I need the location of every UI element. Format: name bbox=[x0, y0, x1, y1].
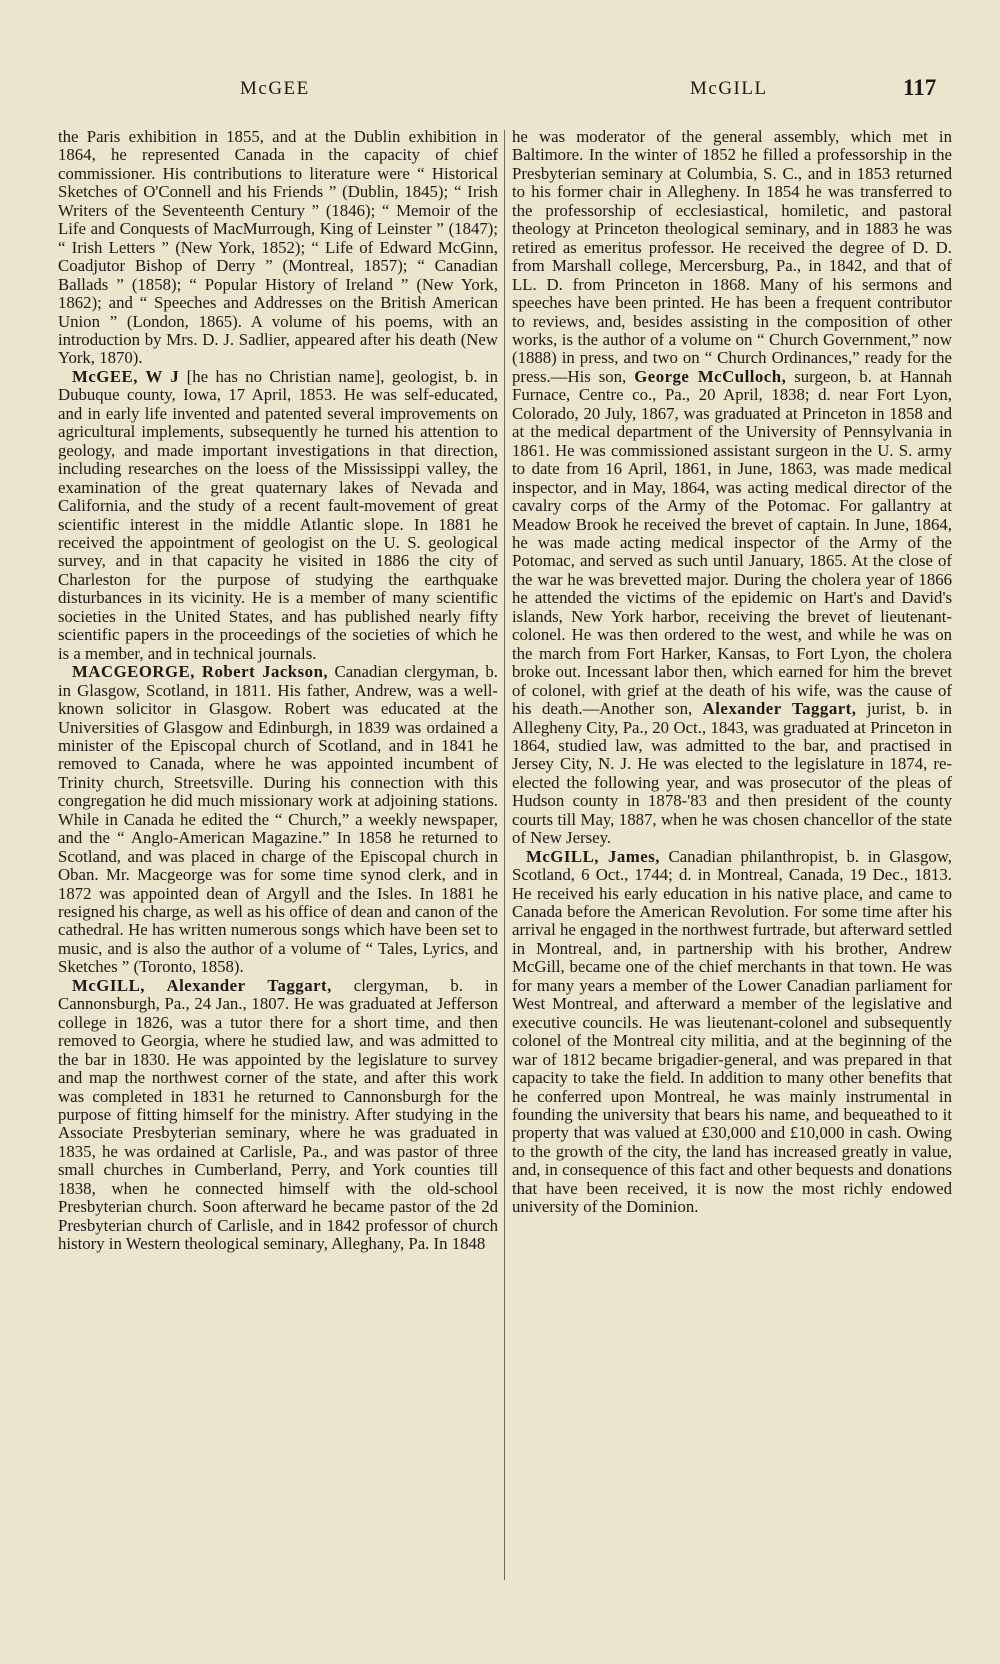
entry-text: surgeon, b. at Hannah Furnace, Centre co., Pa., 20 April, 1838; d. near Fort Lyon, Colorado, 20 July, 1867, was graduated at Princeton in 1858 and at the medical department of the University of Pennsylvania in 1861. He was commissioned assistant surgeon in the U. S. army to date from 16 April, 1861, in June, 1863, was made medical inspector, and in May, 1864, was acting medical director of the cavalry corps of the Army of the Potomac. For gallantry at Meadow Brook he received the brevet of captain. In June, 1864, he was made acting medical inspector of the Army of the Potomac, and served as such until January, 1865. At the close of the war he was brevetted major. During the cholera year of 1866 he attended the victims of the epidemic on Hart's and David's islands, New York harbor, receiving the brevet of lieutenant-colonel. He was then ordered to the west, and while he was on the march from Fort Harker, Kansas, to Fort Lyon, the cholera broke out. Incessant labor then, which earned for him the brevet of colonel, with grief at the death of his wife, was the cause of his death.—Another son, bbox=[512, 366, 953, 719]
entry-mcgill-alexander bbox=[58, 977, 498, 1254]
entry-text: Canadian philanthropist, b. in Glasgow, Scotland, 6 Oct., 1744; d. in Montreal, Canada, 19 Dec., 1813. He received his early education in his native place, and came to Canada before the American Revolution. For some time after his arrival he engaged in the northwest furtrade, but afterward settled in Montreal, and, in partnership with his brother, Andrew McGill, became one of the chief merchants in that town. He was for many years a member of the Lower Canadian parliament for West Montreal, and afterward a member of the legislative and executive councils. He was lieutenant-colonel and subsequently colonel of the Montreal city militia, and at the beginning of the war of 1812 became brigadier-general, and was prepared in that capacity to take the field. In addition to many other benefits that he conferred upon Montreal, he was mainly instrumental in founding the university that bears his name, and bequeathed to it property that was valued at £30,000 and £10,000 in cash. Owing to the growth of the city, the land has increased greatly in value, and, in consequence of this fact and other bequests and donations that have been received, it is now the most richly endowed university of the Dominion. bbox=[512, 846, 953, 1217]
entry-mcgill-james bbox=[512, 848, 952, 1217]
column-divider bbox=[504, 130, 505, 1580]
entry-macgeorge bbox=[58, 663, 498, 977]
entry-name: Alexander Taggart, bbox=[702, 699, 857, 719]
running-header bbox=[0, 75, 1000, 108]
header-center: McGILL bbox=[690, 78, 768, 99]
entry-text: clergyman, b. in Cannonsburgh, Pa., 24 Jan., 1807. He was graduated at Jefferson college in 1826, was a tutor there for a short time, and then removed to Georgia, where he studied law, and was admitted to the bar in 1830. He was appointed by the legislature to survey and map the northwest corner of the state, and after this work was completed in 1831 he returned to Cannonsburgh for the purpose of fitting himself for the ministry. After studying in the Associate Presbyterian seminary, where he was graduated in 1835, he was ordained at Carlisle, Pa., and was pastor of three small churches in Cumberland, Perry, and York counties till 1838, when he connected himself with the old-school Presbyterian church. Soon afterward he became pastor of the 2d Presbyterian church of Carlisle, and in 1842 professor of church history in Western theological seminary, Alleghany, Pa. In 1848 bbox=[58, 975, 498, 1254]
entry-name: MACGEORGE, Robert Jackson, bbox=[72, 662, 329, 682]
entry-text: he was moderator of the general assembly, which met in Baltimore. In the winter of 1852 he filled a professorship in the Presbyterian seminary at Columbia, S. C., and in 1853 returned to his former chair in Allegheny. In 1854 he was transferred to the professorship of ecclesiastical, homiletic, and pastoral theology at Princeton theological seminary, and in 1883 he was retired as emeritus professor. He received the degree of D. D. from Marshall college, Mercersburg, Pa., in 1842, and that of LL. D. from Princeton in 1868. Many of his sermons and speeches have been printed. He has been a frequent contributor to reviews, and, besides assisting in the composition of other works, is the author of a volume on “ Church Government,” now (1888) in press, and two on “ Church Ordinances,” ready for the press.—His son, bbox=[512, 127, 952, 386]
entry-text: jurist, b. in Allegheny City, Pa., 20 Oct., 1843, was graduated at Princeton in 1864, studied law, was admitted to the bar, and practised in Jersey City, N. J. He was elected to the legislature in 1874, re-elected the following year, and was prosecutor of the pleas of Hudson county in 1878-'83 and then president of the county courts till May, 1887, when he was chosen chancellor of the state of New Jersey. bbox=[512, 699, 953, 848]
entry-text: [he has no Christian name], geologist, b. in Dubuque county, Iowa, 17 April, 1853. He was self-educated, and in early life invented and patented several improvements on agricultural implements, subsequently he turned his attention to geology, and made important investigations in that direction, including researches on the loess of the Mississippi valley, the examination of the great quaternary lakes of Nevada and California, and the study of a recent fault-movement of great scientific interest in the middle Atlantic slope. In 1881 he received the appointment of geologist on the U. S. geological survey, and in that capacity he visited in 1886 the city of Charleston for the purpose of studying the earthquake disturbances in its vicinity. He is a member of many scientific societies in the United States, and has published nearly fifty scientific papers in the proceedings of the societies of which he is a member, and in technical journals. bbox=[58, 366, 498, 663]
entry-text: Canadian clergyman, b. in Glasgow, Scotland, in 1811. His father, Andrew, was a well-known solicitor in Glasgow. Robert was educated at the Universities of Glasgow and Edinburgh, in 1839 was ordained a minister of the Episcopal church of Scotland, and in 1841 he removed to Canada, where he was appointed incumbent of Trinity church, Streetsville. During his connection with this congregation he did much missionary work at adjoining stations. While in Canada he edited the “ Church,” a weekly newspaper, and the “ Anglo-American Magazine.” In 1858 he returned to Scotland, and was placed in charge of the Episcopal church in Oban. Mr. Macgeorge was for some time synod clerk, and in 1872 was appointed dean of Argyll and the Isles. In 1881 he resigned his charge, as well as his office of dean and canon of the cathedral. He has written numerous songs which have been set to music, and is also the author of a volume of “ Tales, Lyrics, and Sketches ” (Toronto, 1858). bbox=[58, 662, 498, 977]
right-column bbox=[512, 128, 952, 1217]
left-column bbox=[58, 128, 498, 1254]
entry-name: McGILL, James, bbox=[526, 846, 660, 866]
entry-name: McGEE, W J bbox=[72, 366, 180, 386]
continued-paragraph bbox=[512, 128, 952, 848]
continued-paragraph: the Paris exhibition in 1855, and at the Dublin exhibition in 1864, he represented Canada in the capacity of chief commissioner. His contributions to literature were “ Historical Sketches of O'Connell and his Friends ” (Dublin, 1845); “ Irish Writers of the Seventeenth Century ” (1846); “ Memoir of the Life and Conquests of MacMurrough, King of Leinster ” (1847); “ Irish Letters ” (New York, 1852); “ Life of Edward McGinn, Coadjutor Bishop of Derry ” (Montreal, 1857); “ Canadian Ballads ” (1858); “ Popular History of Ireland ” (New York, 1862); and “ Speeches and Addresses on the British American Union ” (London, 1865). A volume of his poems, with an introduction by Mrs. D. J. Sadlier, appeared after his death (New York, 1870). bbox=[58, 127, 498, 368]
entry-name: McGILL, Alexander Taggart, bbox=[72, 975, 332, 995]
entry-mcgee-wj bbox=[58, 368, 498, 663]
page-number: 117 bbox=[903, 75, 937, 100]
entry-name: George McCulloch, bbox=[634, 366, 787, 386]
header-left: McGEE bbox=[240, 78, 310, 99]
